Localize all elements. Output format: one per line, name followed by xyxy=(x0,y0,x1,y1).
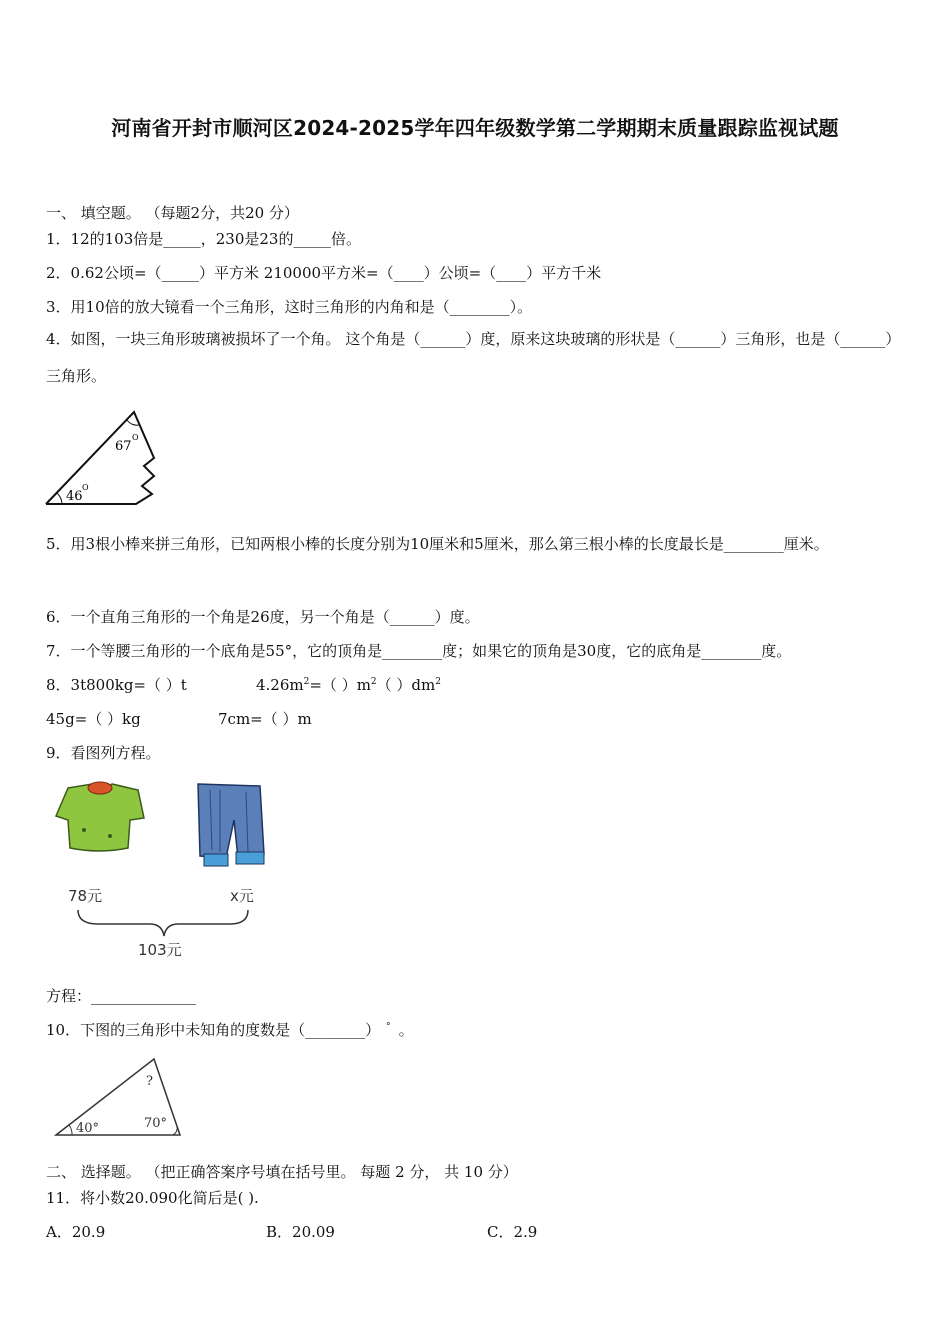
page-title: 河南省开封市顺河区2024-2025学年四年级数学第二学期期末质量跟踪监视试题 xyxy=(111,116,839,140)
question-1: 1．12的103倍是_____，230是23的_____倍。 xyxy=(46,230,361,248)
question-6: 6．一个直角三角形的一个角是26度，另一个角是（______）度。 xyxy=(46,608,480,626)
clothes-price-figure xyxy=(50,780,280,965)
question-10-degree: ° xyxy=(386,1022,391,1032)
top-degree-mark: O xyxy=(132,433,139,442)
unknown-angle-label: ? xyxy=(146,1074,153,1089)
question-7: 7．一个等腰三角形的一个底角是55°，它的顶角是________度；如果它的顶角是30度，它的底角是________度。 xyxy=(46,642,792,660)
q8-exponent-3: 2 xyxy=(435,677,441,687)
question-10 xyxy=(46,1019,414,1040)
pants-price-label: x元 xyxy=(230,887,254,905)
broken-triangle-figure xyxy=(44,408,160,508)
question-10-period: 。 xyxy=(398,1021,414,1039)
question-8-part-4: 7cm=（ ）m xyxy=(218,710,312,728)
q11-option-a: A．20.9 xyxy=(46,1223,106,1241)
left-angle-arc xyxy=(69,1125,72,1135)
triangle-figure xyxy=(50,1055,186,1141)
question-3: 3．用10倍的放大镜看一个三角形，这时三角形的内角和是（________）。 xyxy=(46,298,533,316)
q8-blank-2: （ ）dm xyxy=(376,676,436,694)
bottom-angle-arc xyxy=(57,493,62,504)
q8-exponent-1: 2 xyxy=(303,677,310,687)
q8-blank-1: =（ ）m xyxy=(309,676,371,694)
q11-option-c: C．2.9 xyxy=(487,1223,538,1241)
question-4: 4．如图，一块三角形玻璃被损坏了一个角。 这个角是（______）度，原来这块玻璃的形状是（______）三角形，也是（______）三角形。 xyxy=(46,330,893,385)
right-angle-label: 70° xyxy=(144,1116,168,1131)
left-angle-label: 40° xyxy=(76,1121,100,1136)
question-11: 11．将小数20.090化简后是( ). xyxy=(46,1189,259,1207)
pants-image xyxy=(198,784,264,866)
question-8-part-2 xyxy=(256,674,441,695)
question-5: 5．用3根小棒来拼三角形，已知两根小棒的长度分别为10厘米和5厘米，那么第三根小棒的长度最长是________厘米。 xyxy=(46,535,829,553)
total-price-label: 103元 xyxy=(138,941,182,959)
bottom-degree-mark: O xyxy=(82,483,89,492)
broken-triangle-outline xyxy=(46,412,154,504)
question-8-part-3: 45g=（ ）kg xyxy=(46,710,141,728)
question-10-text: 10．下图的三角形中未知角的度数是（________） xyxy=(46,1021,381,1039)
top-angle-label: 67 xyxy=(115,439,132,454)
shirt-price-label: 78元 xyxy=(68,887,103,905)
shirt-image xyxy=(56,782,144,851)
section-fill-in-heading: 一、 填空题。 （每题2分，共20 分） xyxy=(46,204,299,222)
sum-brace xyxy=(78,910,248,936)
q8-value: 4.26m xyxy=(256,676,304,694)
question-2: 2．0.62公顷=（_____）平方米 210000平方米=（____）公顷=（____）平方千米 xyxy=(46,264,602,282)
q8-exponent-2: 2 xyxy=(370,677,377,687)
section-choice-heading: 二、 选择题。 （把正确答案序号填在括号里。 每题 2 分， 共 10 分） xyxy=(46,1163,518,1181)
q11-option-b: B．20.09 xyxy=(266,1223,335,1241)
question-9-answer: 方程：______________ xyxy=(46,987,197,1005)
question-8-part-1: 8．3t800kg=（ ）t xyxy=(46,676,187,694)
bottom-angle-label: 46 xyxy=(66,489,83,504)
question-9: 9．看图列方程。 xyxy=(46,744,161,762)
